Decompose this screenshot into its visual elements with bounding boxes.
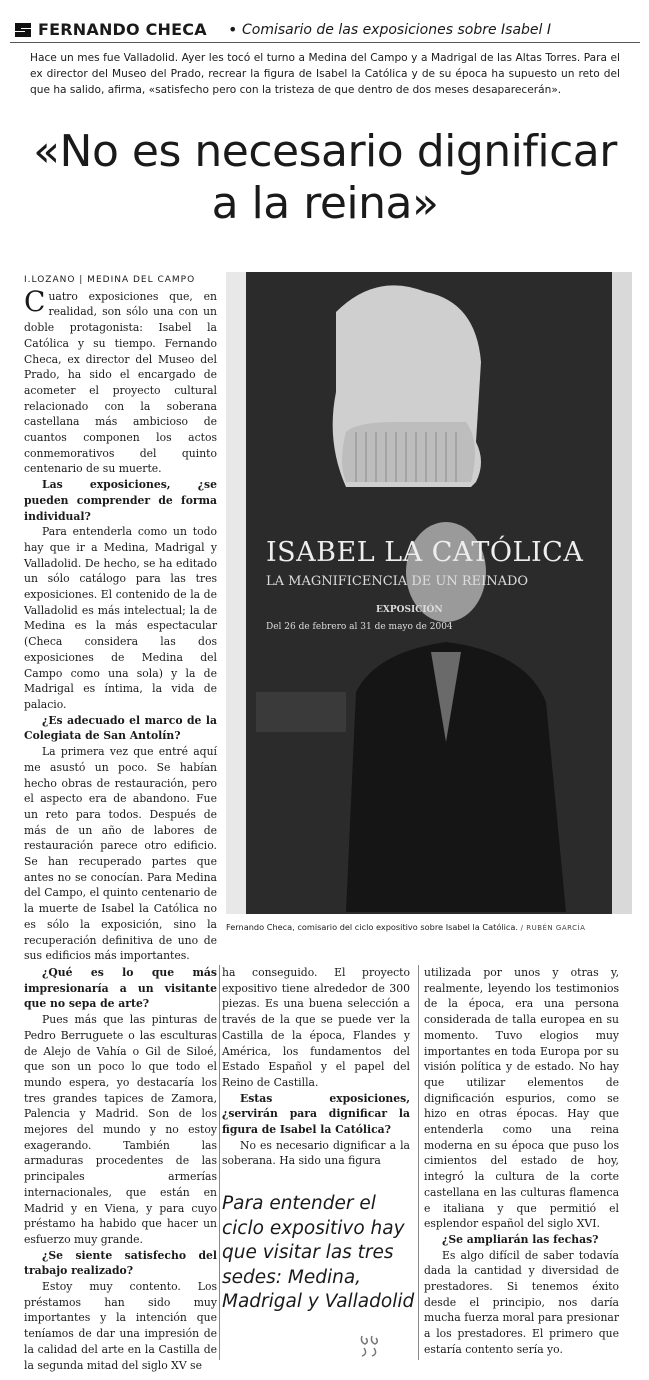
poster-title: ISABEL LA CATÓLICA bbox=[266, 537, 584, 568]
pull-quote: Para entender el ciclo expositivo hay que visitar las tres sedes: Medina, Madrigal y Valladolid bbox=[222, 1193, 415, 1312]
question: Estas exposiciones, ¿servirán para dignificar la figura de Isabel la Católica? bbox=[222, 1091, 410, 1137]
column-rule bbox=[418, 965, 419, 1360]
quote-mark-icon bbox=[358, 1330, 384, 1358]
answer: Para entenderla como un todo hay que ir a Medina, Madrigal y Valladolid. De hecho, se ha editado un sólo catálogo para las tres exposiciones. El contenido de la de Valladolid es más intelectual; la de Medina es la más espectacular (Checa considera las dos exposiciones de Medina del Campo como una sola) y la de Madrigal es íntima, la vida de palacio. bbox=[24, 525, 217, 711]
answer-continued: ha conseguido. El proyecto expositivo tiene alrededor de 300 piezas. Es una buena selección a través de la que se puede ver la Castilla de la época, Flandes y América, los fundamentos del Estado Español y el papel del Reino de Castilla. bbox=[222, 966, 410, 1089]
answer: No es necesario dignificar a la soberana. Ha sido una figura bbox=[222, 1138, 410, 1168]
answer: La primera vez que entré aquí me asustó un poco. Se habían hecho obras de restauración, pero el aspecto era de abandono. Fue un reto para todos. Después de más de un año de labores de restauración parece otro edificio. Se han recuperado partes que antes no se conocían. Para Medina del Campo, el quinto centenario de la muerte de Isabel la Católica no es sólo la exposición, sino la recuperación definitiva de uno de sus edificios más importantes. bbox=[24, 745, 217, 963]
question: Las exposiciones, ¿se pueden comprender de forma individual? bbox=[24, 478, 217, 523]
question: ¿Qué es lo que más impresionaría a un visitante que no sepa de arte? bbox=[24, 966, 217, 1011]
section-header bbox=[10, 20, 640, 43]
poster-dates: Del 26 de febrero al 31 de mayo de 2004 bbox=[266, 622, 453, 632]
question: ¿Se siente satisfecho del trabajo realizado? bbox=[24, 1248, 217, 1278]
column-3 bbox=[424, 965, 619, 1358]
answer: Pues más que las pinturas de Pedro Berruguete o las esculturas de Alejo de Vahía o Gil de Siloé, que son un poco lo que todo el mundo espera, yo destacaría los tres grandes tapices de Zamora, Palencia y Madrid. Son de los mejores del mundo y no estoy exagerando. También las armaduras procedentes de las principales armerías internacionales, que están en Madrid y en Viena, y para cuyo préstamo ha habido que hacer un esfuerzo muy grande. bbox=[24, 1013, 217, 1246]
photo-caption bbox=[226, 922, 632, 932]
photo bbox=[226, 272, 632, 914]
poster-subtitle: LA MAGNIFICENCIA DE UN REINADO bbox=[266, 574, 529, 589]
column-1 bbox=[24, 273, 217, 964]
answer: Estoy muy contento. Los préstamos han sido muy importantes y la intención que teníamos de dar una impresión de la calidad del arte en la Castilla de la segunda mitad del siglo XV se bbox=[24, 1280, 217, 1372]
answer: Es algo difícil de saber todavía dada la cantidad y diversidad de prestadores. Si tenemos éxito desde el principio, nos daría mucha fuerza moral para presionar a los prestadores. El primero que estaría contento sería yo. bbox=[424, 1248, 619, 1356]
question: ¿Se ampliarán las fechas? bbox=[442, 1232, 599, 1246]
newspaper-logo-icon bbox=[14, 22, 32, 38]
intro-text: uatro exposiciones que, en realidad, son sólo una con un doble protagonista: Isabel la Católica y su tiempo. Fernando Checa, ex director del Museo del Prado, ha sido el encargado de acometer el proyecto cultural relacionado con la soberana castellana más ambicioso de cuantos componen los actos conmemorativos del quinto centenario de su muerte. bbox=[24, 289, 217, 476]
poster-label: EXPOSICIÓN bbox=[376, 605, 443, 615]
drop-cap: C bbox=[24, 284, 46, 318]
column-rule bbox=[219, 965, 220, 1360]
headline: «No es necesario dignificar a la reina» bbox=[33, 126, 617, 229]
header-bullet: • bbox=[228, 20, 238, 39]
intro-paragraph bbox=[24, 284, 217, 477]
column-1-continued bbox=[24, 965, 217, 1373]
interviewee-name: FERNANDO CHECA bbox=[38, 20, 207, 39]
photo-credit: / RUBÉN GARCÍA bbox=[520, 924, 586, 932]
answer-continued: utilizada por unos y otras y, realmente, leyendo los testimonios de la época, era una persona considerada de talla europea en su momento. Tuvo elogios muy importantes en toda Europa por su visión política y de estado. No hay que utilizar elementos de dignificación espurios, como se hizo en otras épocas. Hay que entenderla como una reina moderna en su época que puso los cimientos del estado de hoy, integró la cultura de la corte castellana en las culturas flamenca e italiana y que permitió el esplendor español del siglo XVI. bbox=[424, 966, 619, 1231]
column-2 bbox=[222, 965, 410, 1169]
caption-text: Fernando Checa, comisario del ciclo expositivo sobre Isabel la Católica. bbox=[226, 922, 519, 932]
interviewee-role: Comisario de las exposiciones sobre Isabel I bbox=[242, 22, 552, 38]
byline: I.LOZANO | MEDINA DEL CAMPO bbox=[24, 275, 196, 285]
photo-image bbox=[226, 272, 632, 914]
question: ¿Es adecuado el marco de la Colegiata de San Antolín? bbox=[24, 713, 217, 743]
lead-paragraph: Hace un mes fue Valladolid. Ayer les tocó el turno a Medina del Campo y a Madrigal de las Altas Torres. Para el ex director del Museo del Prado, recrear la figura de Isabel la Católica y de su época ha supuesto un reto del que ha salido, afirma, «satisfecho pero con la tristeza de que dentro de dos meses desaparecerán». bbox=[30, 52, 620, 96]
